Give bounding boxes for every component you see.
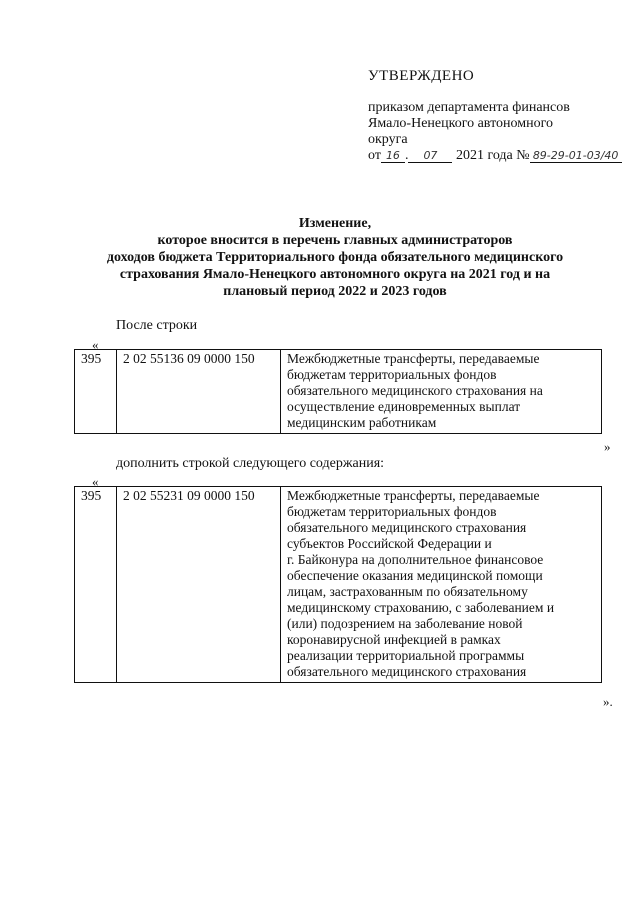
approval-date-line: от 16 . 07 2021 года № 89-29-01-03/40 [368,148,628,164]
description-line: г. Байконура на дополнительное финансовое [287,552,544,567]
handwritten-day: 16 [381,149,405,163]
approval-line: приказом департамента финансов [368,100,570,115]
description-line: обязательного медицинского страхования [287,664,527,679]
title-line: доходов бюджета Территориального фонда обязательного медицинского [106,250,564,265]
open-quote: « [92,337,99,352]
income-description-cell [281,350,602,434]
title-line: которое вносится в перечень главных администраторов [157,233,513,248]
description-line: Межбюджетные трансферты, передаваемые [287,351,540,366]
approval-line: Ямало-Ненецкого автономного [368,116,553,131]
handwritten-order-number: 89-29-01-03/40 [530,149,622,163]
income-description-cell [281,487,602,683]
description-line: медицинским работникам [287,415,437,430]
description-line: коронавирусной инфекцией в рамках [287,632,501,647]
admin-code-cell: 395 [75,350,117,434]
description-line: медицинскому страхованию, с заболеванием и [287,600,555,615]
description-line: лицам, застрахованным по обязательному [287,584,528,599]
description-line: обеспечение оказания медицинской помощи [287,568,543,583]
document-title [70,215,600,300]
description-line: Межбюджетные трансферты, передаваемые [287,488,540,503]
open-quote: « [92,474,99,489]
new-row-table [74,486,602,683]
income-code-cell: 2 02 55136 09 0000 150 [117,350,281,434]
description-line: обязательного медицинского страхования на [287,383,543,398]
description-line: субъектов Российской Федерации и [287,536,492,551]
append-text: дополнить строкой следующего содержания: [116,456,385,471]
description-line: (или) подозрением на заболевание новой [287,616,523,631]
handwritten-month: 07 [408,149,452,163]
title-line: плановый период 2022 и 2023 годов [223,284,447,299]
table-row [75,350,602,434]
approval-heading: УТВЕРЖДЕНО [368,68,475,84]
after-row-text: После строки [116,318,198,333]
close-quote: ». [603,694,613,709]
close-quote: » [604,439,611,454]
admin-code-cell: 395 [75,487,117,683]
income-code-cell: 2 02 55231 09 0000 150 [117,487,281,683]
description-line: бюджетам территориальных фондов [287,504,497,519]
table-row [75,487,602,683]
approval-line: округа [368,132,408,147]
approval-block [368,68,628,164]
title-line: Изменение, [298,216,372,231]
year-text: 2021 года № [455,148,530,163]
title-line: страхования Ямало-Ненецкого автономного округа на 2021 год и на [119,267,551,282]
description-line: обязательного медицинского страхования [287,520,527,535]
description-line: осуществление единовременных выплат [287,399,521,414]
date-prefix: от [368,148,381,163]
existing-row-table [74,349,602,434]
description-line: реализации территориальной программы [287,648,525,663]
description-line: бюджетам территориальных фондов [287,367,497,382]
